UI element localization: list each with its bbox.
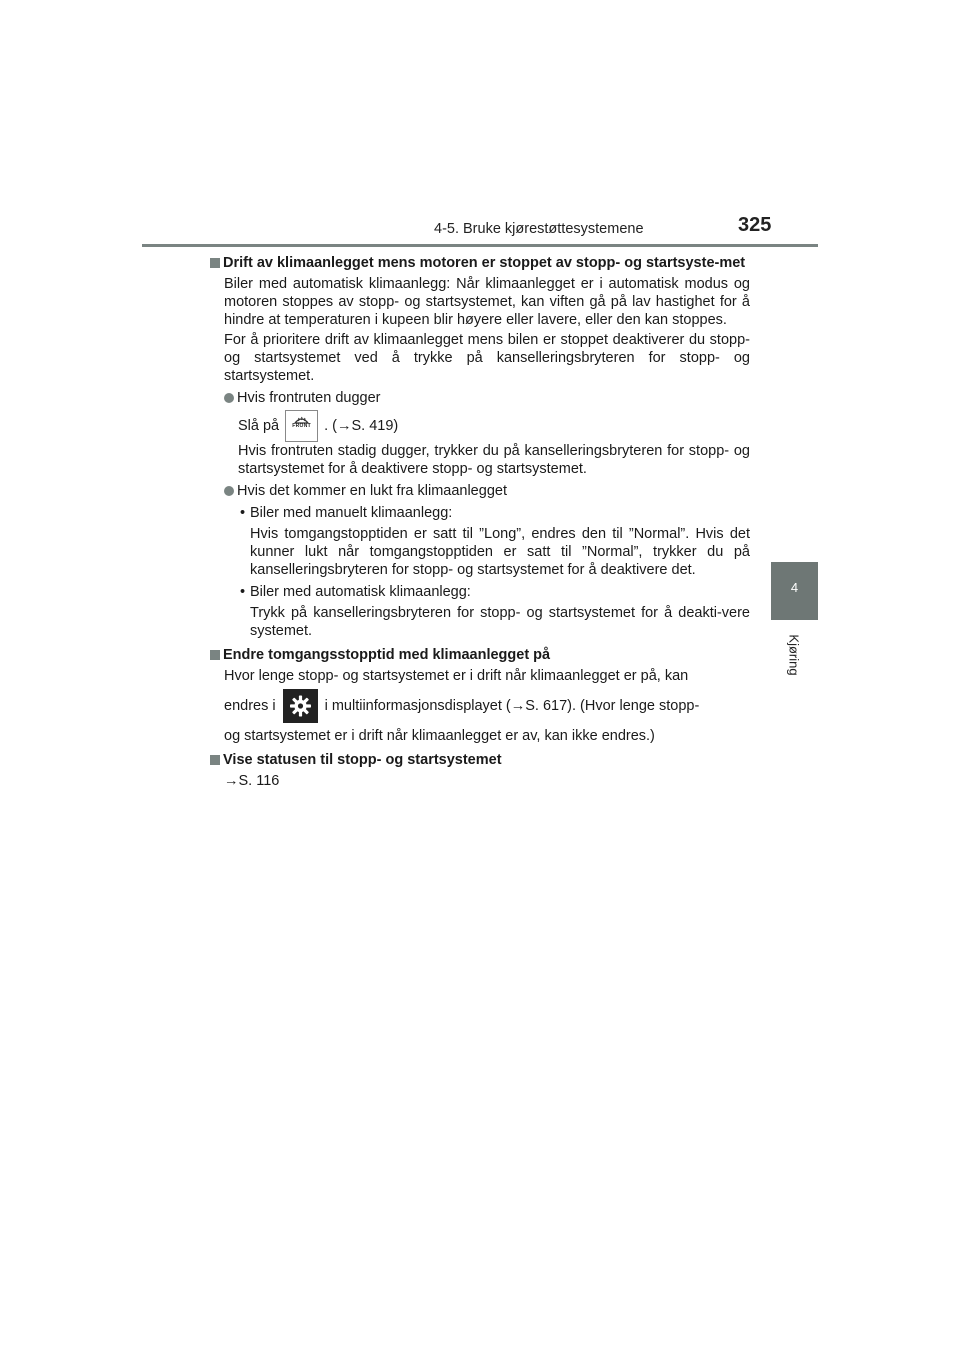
paragraph: Hvor lenge stopp- og startsystemet er i drift når klimaanlegget er på, kan <box>224 668 689 684</box>
section-heading-text: Vise statusen til stopp- og startsystemet <box>223 752 502 768</box>
bullet-item <box>224 482 750 500</box>
gear-icon <box>283 689 318 723</box>
sub-bullet-mark: • <box>240 584 246 600</box>
bullet-title: Hvis det kommer en lukt fra klimaanlegget <box>237 483 507 499</box>
sub-item-title: Biler med automatisk klimaanlegg: <box>250 584 471 600</box>
square-bullet-icon <box>210 755 220 765</box>
paragraph: og startsystemet er i drift når klimaanlegget er av, kan ikke endres.) <box>224 728 655 744</box>
instruction-line <box>224 689 750 723</box>
paragraph: Hvis frontruten stadig dugger, trykker du på kanselleringsbryteren for stopp- og startsystemet for å deaktivere stopp- og startsystemet. <box>238 443 750 477</box>
sub-item <box>238 583 750 601</box>
round-bullet-icon <box>224 486 234 496</box>
settings-gear-icon <box>283 689 318 723</box>
section-heading <box>210 751 750 769</box>
page-reference: →S. 116 <box>224 773 280 789</box>
instruction-text: . (→S. 419) <box>324 418 399 434</box>
page-content <box>210 254 750 792</box>
section-heading <box>210 646 750 664</box>
sub-item-text: Hvis tomgangstopptiden er satt til ”Long”, endres den til ”Normal”. Hvis det kunner lukt når tomgangstopptiden er satt til ”Normal”, trykker du på kanselleringsbryteren for stopp- og startsystemet for å deaktivere det. <box>250 526 750 578</box>
bullet-title: Hvis frontruten dugger <box>237 390 381 406</box>
section-heading-text: Endre tomgangsstopptid med klimaanlegget på <box>223 647 551 663</box>
section-title: 4-5. Bruke kjørestøttesystemene <box>434 221 644 237</box>
section-heading <box>210 254 750 272</box>
square-bullet-icon <box>210 650 220 660</box>
sub-item-title: Biler med manuelt klimaanlegg: <box>250 505 453 521</box>
sub-bullet-mark: • <box>240 505 246 521</box>
front-defroster-button-icon <box>285 410 318 442</box>
section-heading-text: Drift av klimaanlegget mens motoren er stoppet av stopp- og startsyste-met <box>223 255 746 271</box>
bullet-item <box>224 389 750 407</box>
paragraph: For å prioritere drift av klimaanlegget mens bilen er stoppet deaktiverer du stopp- og startsystemet ved å trykke på kanselleringsbryteren for stopp- og startsystemet. <box>224 332 750 384</box>
paragraph: Biler med automatisk klimaanlegg: Når klimaanlegget er i automatisk modus og motoren stoppes av stopp- og startsystemet, kan viften gå på lav hastighet for å hindre at temperaturen i kupeen blir høyere eller lavere, eller den kan stoppes. <box>224 276 750 328</box>
instruction-text: Slå på <box>238 418 280 434</box>
instruction-text: i multiinformasjonsdisplayet (→S. 617). (Hvor lenge stopp- <box>324 698 700 714</box>
chapter-label: Kjøring <box>786 634 802 676</box>
page-number: 325 <box>738 214 772 236</box>
sub-item <box>238 504 750 522</box>
page-header <box>0 0 960 250</box>
header-rule <box>142 244 818 247</box>
sub-item-text: Trykk på kanselleringsbryteren for stopp- og startsystemet for å deakti-vere systemet. <box>250 605 750 639</box>
square-bullet-icon <box>210 258 220 268</box>
front-label: FRONT <box>292 423 311 429</box>
round-bullet-icon <box>224 393 234 403</box>
instruction-line <box>238 410 750 442</box>
chapter-number: 4 <box>790 580 799 595</box>
chapter-tab <box>771 562 818 620</box>
instruction-text: endres i <box>224 698 276 714</box>
